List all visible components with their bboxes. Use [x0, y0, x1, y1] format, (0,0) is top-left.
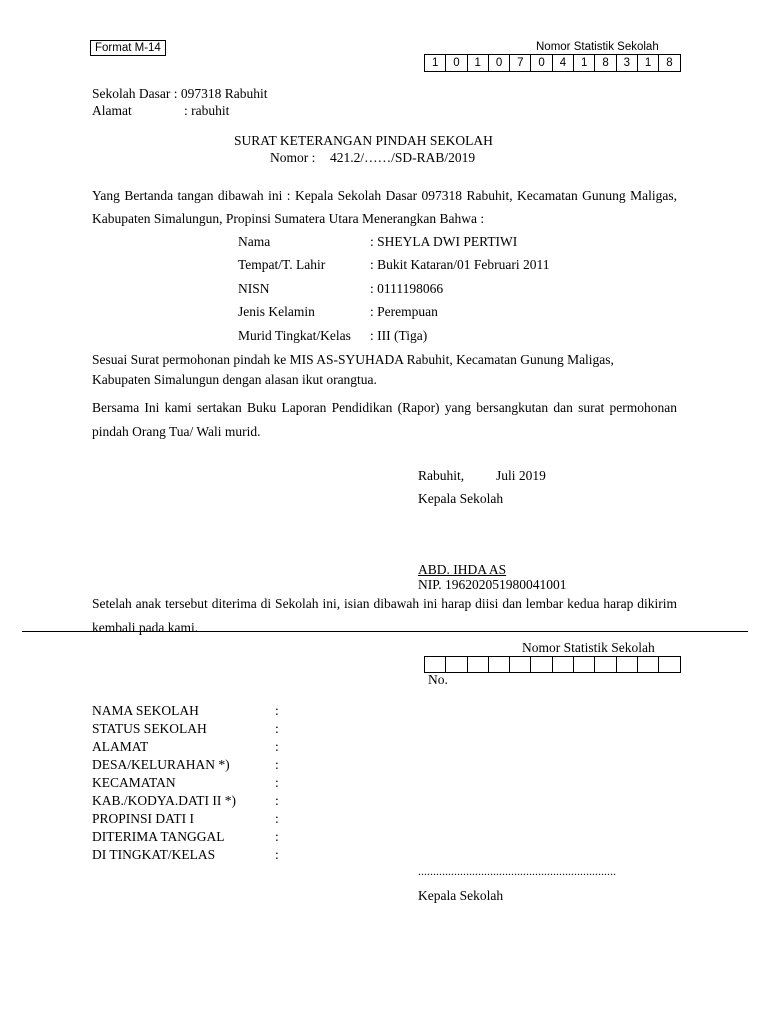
empty-digit-box — [595, 656, 616, 673]
student-birth-label: Tempat/T. Lahir — [238, 257, 326, 272]
form-field-label: ALAMAT — [92, 739, 149, 754]
student-gender-value: : Perempuan — [370, 304, 438, 319]
nomor-label: Nomor : — [270, 150, 316, 165]
signature-dotted-line: .................................................................. — [418, 864, 616, 878]
document-title: SURAT KETERANGAN PINDAH SEKOLAH — [234, 133, 493, 148]
form-field-label: PROPINSI DATI I — [92, 811, 195, 826]
empty-digit-box — [638, 656, 659, 673]
empty-digit-box — [425, 656, 446, 673]
statistic-digit: 4 — [553, 54, 574, 72]
form-field-label: DESA/KELURAHAN *) — [92, 757, 230, 772]
attachment-paragraph: Bersama Ini kami sertakan Buku Laporan Pendidikan (Rapor) yang bersangkutan dan surat permohonan pindah Orang Tua/ Wali murid. — [92, 400, 677, 439]
empty-digit-box — [468, 656, 489, 673]
school-address-label: Alamat — [92, 103, 132, 118]
form-field-label: NAMA SEKOLAH — [92, 703, 199, 718]
intro-paragraph: Yang Bertanda tangan dibawah ini : Kepala Sekolah Dasar 097318 Rabuhit, Kecamatan Gunung Maligas, Kabupaten Simalungun, Propinsi Sumatera Utara Menerangkan Bahwa : — [92, 188, 677, 226]
statistic-digit: 0 — [446, 54, 467, 72]
signature-date: Juli 2019 — [496, 468, 546, 483]
statistic-digit: 0 — [489, 54, 510, 72]
form-field-colon: : — [275, 793, 279, 808]
statistic-digit: 1 — [574, 54, 595, 72]
student-name-value: : SHEYLA DWI PERTIWI — [370, 234, 518, 249]
cut-line — [22, 631, 748, 632]
signatory-name: ABD. IHDA AS — [418, 562, 507, 577]
statistic-digit: 8 — [659, 54, 680, 72]
empty-digit-box — [617, 656, 638, 673]
statistic-digit: 8 — [595, 54, 616, 72]
school-name: Sekolah Dasar : 097318 Rabuhit — [92, 86, 268, 101]
form-field-colon: : — [275, 847, 279, 862]
transfer-reason-paragraph: Sesuai Surat permohonan pindah ke MIS AS-SYUHADA Rabuhit, Kecamatan Gunung Maligas, Kabupaten Simalungun dengan alasan ikut orangtua. — [92, 352, 614, 387]
empty-digit-box — [489, 656, 510, 673]
signature-place: Rabuhit, — [418, 468, 465, 483]
bottom-statistic-boxes — [424, 656, 681, 673]
form-field-colon: : — [275, 829, 279, 844]
student-nisn-value: : 0111198066 — [370, 281, 444, 296]
student-nisn-label: NISN — [238, 281, 270, 296]
student-gender-label: Jenis Kelamin — [238, 304, 315, 319]
form-field-label: KECAMATAN — [92, 775, 176, 790]
statistic-digit: 1 — [638, 54, 659, 72]
bottom-signature-role: Kepala Sekolah — [418, 888, 504, 903]
form-field-colon: : — [275, 775, 279, 790]
form-field-colon: : — [275, 721, 279, 736]
empty-digit-box — [553, 656, 574, 673]
form-field-colon: : — [275, 811, 279, 826]
school-address-value: : rabuhit — [184, 103, 230, 118]
statistic-number-label: Nomor Statistik Sekolah — [536, 41, 659, 53]
empty-digit-box — [659, 656, 680, 673]
statistic-digit: 1 — [468, 54, 489, 72]
empty-digit-box — [510, 656, 531, 673]
form-field-colon: : — [275, 703, 279, 718]
empty-digit-box — [574, 656, 595, 673]
student-birth-value: : Bukit Kataran/01 Februari 2011 — [370, 257, 550, 272]
form-field-label: KAB./KODYA.DATI II *) — [92, 793, 236, 808]
form-field-colon: : — [275, 757, 279, 772]
signature-role: Kepala Sekolah — [418, 491, 504, 506]
student-class-label: Murid Tingkat/Kelas — [238, 328, 351, 343]
statistic-digit: 7 — [510, 54, 531, 72]
no-label: No. — [428, 672, 448, 687]
statistic-digit: 3 — [617, 54, 638, 72]
nomor-value: 421.2/……/SD-RAB/2019 — [330, 150, 476, 165]
empty-digit-box — [446, 656, 467, 673]
statistic-digit: 0 — [531, 54, 552, 72]
format-label: Format M-14 — [90, 40, 166, 56]
bottom-statistic-label: Nomor Statistik Sekolah — [522, 640, 655, 655]
return-note: Setelah anak tersebut diterima di Sekolah ini, isian dibawah ini harap diisi dan lembar kedua harap dikirim kembali pada kami. — [92, 596, 677, 635]
empty-digit-box — [531, 656, 552, 673]
student-name-label: Nama — [238, 234, 271, 249]
form-field-label: DI TINGKAT/KELAS — [92, 847, 216, 862]
student-class-value: : III (Tiga) — [370, 328, 428, 343]
statistic-number-boxes — [424, 54, 681, 72]
form-field-colon: : — [275, 739, 279, 754]
signatory-nip: NIP. 196202051980041001 — [418, 577, 567, 592]
statistic-digit: 1 — [425, 54, 446, 72]
form-field-label: STATUS SEKOLAH — [92, 721, 207, 736]
form-field-label: DITERIMA TANGGAL — [92, 829, 225, 844]
